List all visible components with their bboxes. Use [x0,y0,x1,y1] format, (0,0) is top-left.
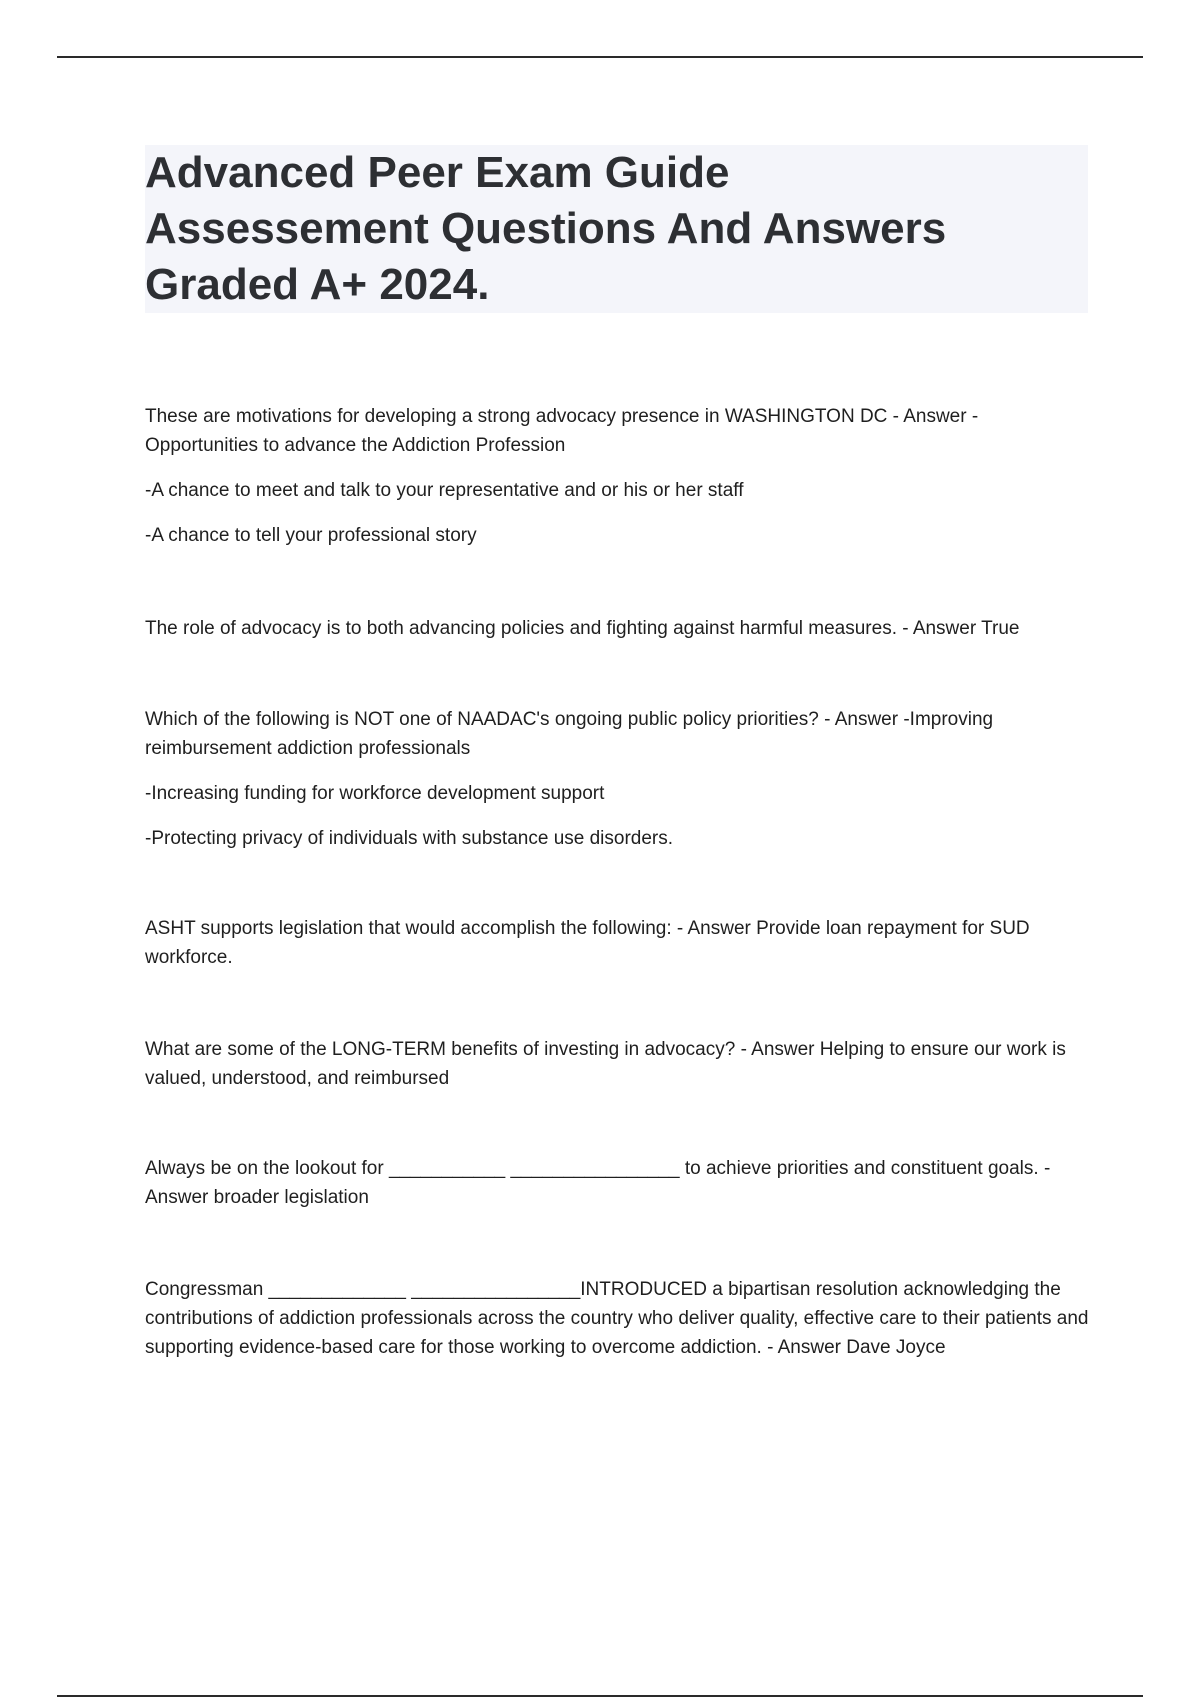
title-line: Graded A+ 2024. [145,260,490,309]
qa-item [145,914,1090,972]
qa-item [145,705,1090,853]
qa-extra-line: -Protecting privacy of individuals with substance use disorders. [145,828,674,849]
qa-text: Always be on the lookout for ___________ ________________ to achieve priorities and constituent goals. - Answer broader legislation [145,1158,1051,1208]
qa-text: The role of advocacy is to both advancing policies and fighting against harmful measures. - Answer True [145,618,1020,639]
qa-extra-line: -A chance to tell your professional story [145,525,477,546]
top-rule [57,56,1143,58]
qa-extra-line: -Increasing funding for workforce development support [145,783,605,804]
qa-item [145,402,1090,550]
title-line: Advanced Peer Exam Guide [145,148,730,197]
bottom-rule [57,1695,1143,1697]
title-line: Assessement Questions And Answers [145,204,947,253]
document-title [145,145,1088,313]
title-block [145,145,1088,313]
qa-extra-line: -A chance to meet and talk to your representative and or his or her staff [145,480,744,501]
qa-item [145,614,1090,643]
qa-text: Which of the following is NOT one of NAADAC's ongoing public policy priorities? - Answer -Improving reimbursement addiction professionals [145,709,994,759]
qa-item [145,1035,1090,1093]
qa-text: Congressman _____________ ________________INTRODUCED a bipartisan resolution acknowledging the contributions of addiction professionals across the country who deliver quality, effective care to their patients and supporting evidence-based care for those working to overcome addiction. - Answer Dave Joyce [145,1279,1089,1358]
qa-text: What are some of the LONG-TERM benefits of investing in advocacy? - Answer Helping to ensure our work is valued, understood, and reimbursed [145,1039,1066,1089]
qa-item [145,1275,1090,1362]
qa-text: These are motivations for developing a strong advocacy presence in WASHINGTON DC - Answer -Opportunities to advance the Addiction Profession [145,406,979,456]
qa-text: ASHT supports legislation that would accomplish the following: - Answer Provide loan repayment for SUD workforce. [145,918,1030,968]
qa-item [145,1154,1090,1212]
